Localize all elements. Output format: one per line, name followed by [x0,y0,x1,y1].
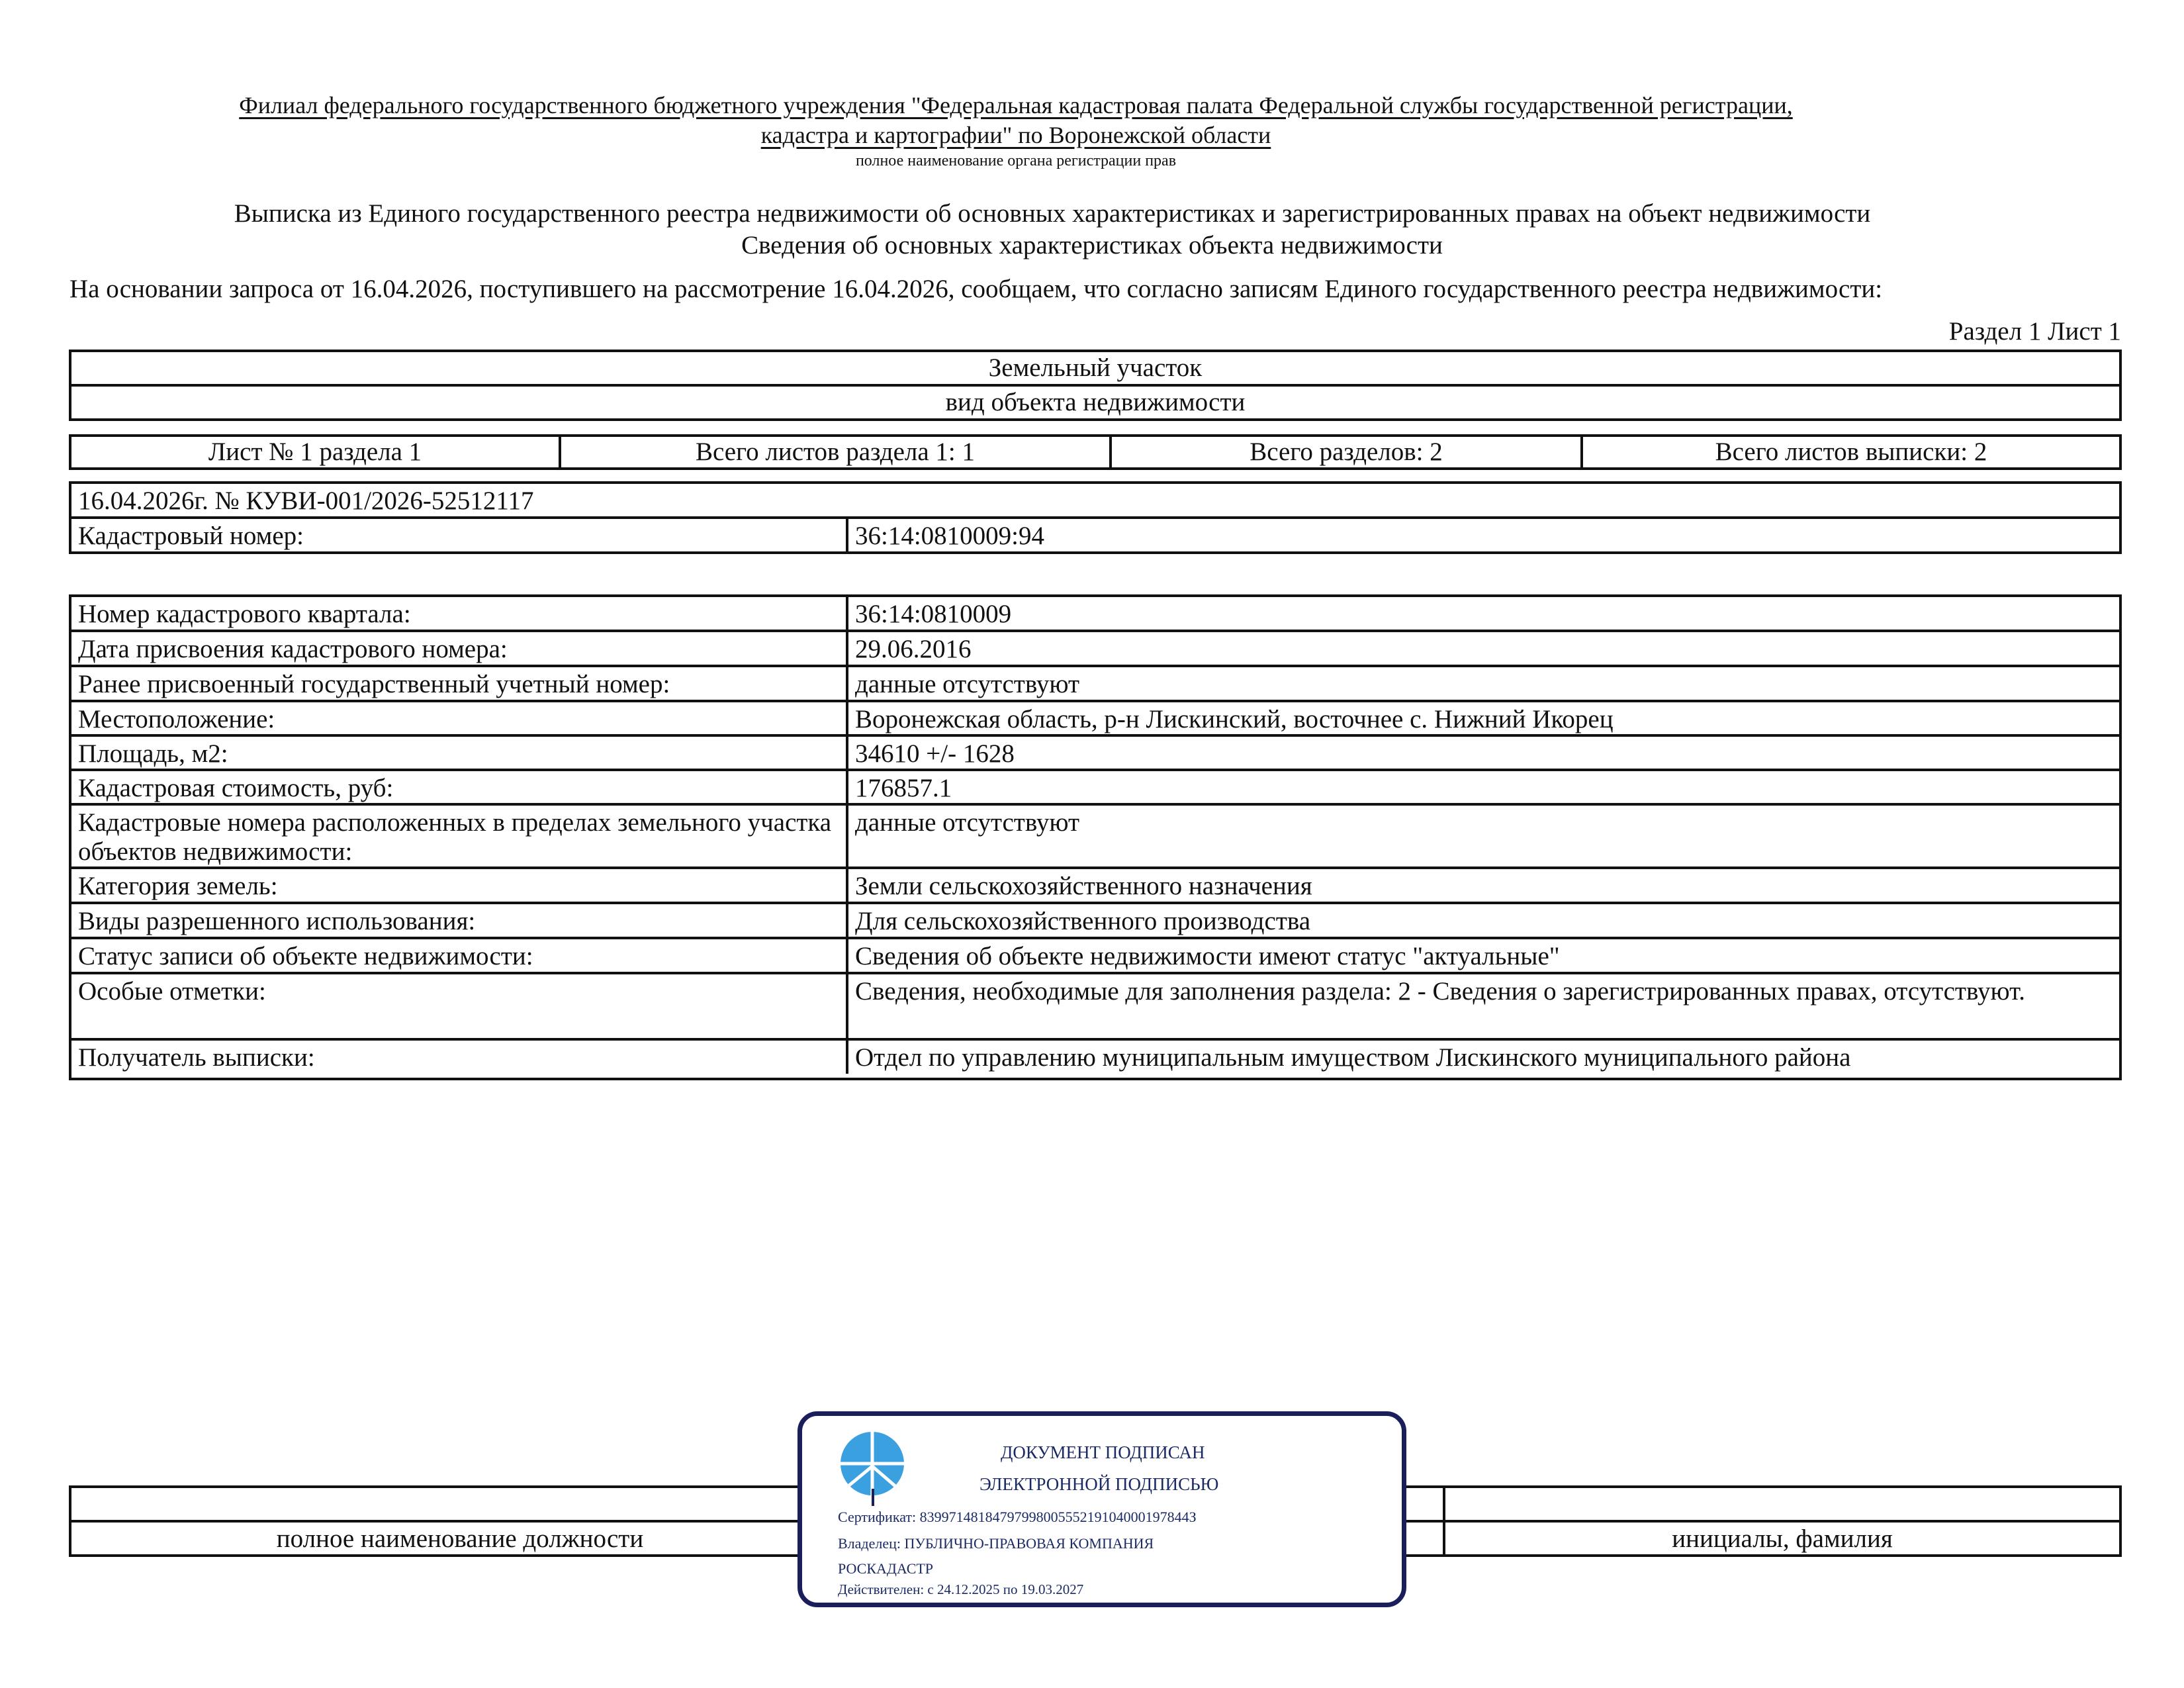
stamp-owner-line2: РОСКАДАСТР [838,1560,934,1577]
extract-date-number: 16.04.2026г. № КУВИ-001/2026-52512117 [78,487,534,515]
stamp-tick [872,1489,874,1506]
document-title: Выписка из Единого государственного реестра недвижимости об основных характеристиках и зарегистрированных правах на объект недвижимости [234,199,1871,228]
total-extract-sheets: Всего листов выписки: 2 [1715,438,1987,466]
date-number-row [71,484,2119,519]
details-row [71,1041,2119,1074]
position-caption: полное наименование должности [276,1524,644,1553]
section-sheet-label: Раздел 1 Лист 1 [1948,317,2121,346]
details-row [71,702,2119,737]
total-sections: Всего разделов: 2 [1112,437,1583,467]
details-value: Сведения об объекте недвижимости имеют статус "актуальные" [855,942,1560,970]
details-row [71,632,2119,667]
sheet-info-row [69,434,2122,470]
total-section-sheets: Всего листов раздела 1: 1 [561,437,1112,467]
identification-box [69,481,2122,554]
org-name-line1: Филиал федерального государственного бюджетного учреждения "Федеральная кадастровая палата Федеральной службы государственной регистрации, [239,92,1793,118]
details-value: Для сельскохозяйственного производства [855,907,1311,935]
details-label: Кадастровая стоимость, руб: [71,771,848,803]
cadastral-number-label: Кадастровый номер: [71,519,848,551]
details-value: данные отсутствуют [855,670,1080,698]
stamp-certificate: Сертификат: 8399714818479799800555219104000197844З [838,1509,1197,1525]
name-caption: инициалы, фамилия [1672,1524,1893,1553]
details-row [71,771,2119,806]
stamp-valid-dates: Действителен: с 24.12.2025 по 19.03.2027 [838,1581,1084,1597]
details-label: Площадь, м2: [71,737,848,769]
details-label: Ранее присвоенный государственный учетный номер: [71,667,848,700]
org-name-line2: кадастра и картографии" по Воронежской области [760,122,1271,148]
details-label: Особые отметки: [71,974,848,1038]
details-table [69,594,2122,1080]
document-subtitle: Сведения об основных характеристиках объекта недвижимости [741,231,1443,259]
object-type-caption: вид объекта недвижимости [945,388,1246,416]
cadastral-number-value: 36:14:0810009:94 [855,522,1045,550]
details-row [71,597,2119,632]
e-signature-stamp [797,1411,1406,1607]
details-value: 176857.1 [855,774,952,802]
details-row [71,667,2119,702]
details-row [71,869,2119,904]
details-label: Местоположение: [71,702,848,734]
details-value: Сведения, необходимые для заполнения раздела: 2 - Сведения о зарегистрированных правах, отсутствуют. [855,977,2026,1006]
details-row [71,974,2119,1041]
details-value: Воронежская область, р-н Лискинский, восточнее с. Нижний Икорец [855,705,1614,733]
details-value: Земли сельскохозяйственного назначения [855,872,1312,900]
details-value: 36:14:0810009 [855,600,1012,628]
details-row [71,737,2119,771]
sheet-number: Лист № 1 раздела 1 [71,437,561,467]
stamp-title-line1: ДОКУМЕНТ ПОДПИСАН [1001,1442,1205,1462]
details-value: Отдел по управлению муниципальным имуществом Лискинского муниципального района [855,1043,1851,1072]
org-caption: полное наименование органа регистрации прав [855,152,1177,169]
details-label: Дата присвоения кадастрового номера: [71,632,848,665]
details-label: Номер кадастрового квартала: [71,597,848,630]
details-label: Категория земель: [71,869,848,902]
request-basis: На основании запроса от 16.04.2026, поступившего на рассмотрение 16.04.2026, сообщаем, что согласно записям Единого государственного реестра недвижимости: [69,275,1883,303]
details-row [71,939,2119,974]
details-label: Получатель выписки: [71,1041,848,1074]
details-value: 34610 +/- 1628 [855,739,1015,768]
object-type-box [69,350,2122,421]
details-row [71,904,2119,939]
details-label: Статус записи об объекте недвижимости: [71,939,848,972]
details-value: данные отсутствуют [855,808,1080,837]
details-label: Виды разрешенного использования: [71,904,848,937]
details-label: Кадастровые номера расположенных в пределах земельного участка объектов недвижимости: [71,806,848,867]
stamp-title-line2: ЭЛЕКТРОННОЙ ПОДПИСЬЮ [979,1474,1219,1494]
object-type: Земельный участок [71,352,2119,387]
stamp-owner-line1: Владелец: ПУБЛИЧНО-ПРАВОВАЯ КОМПАНИЯ [838,1535,1154,1552]
details-value: 29.06.2016 [855,635,972,663]
cadastral-number-row [71,519,2119,551]
rosreestr-logo-icon [838,1430,907,1497]
details-row [71,806,2119,869]
